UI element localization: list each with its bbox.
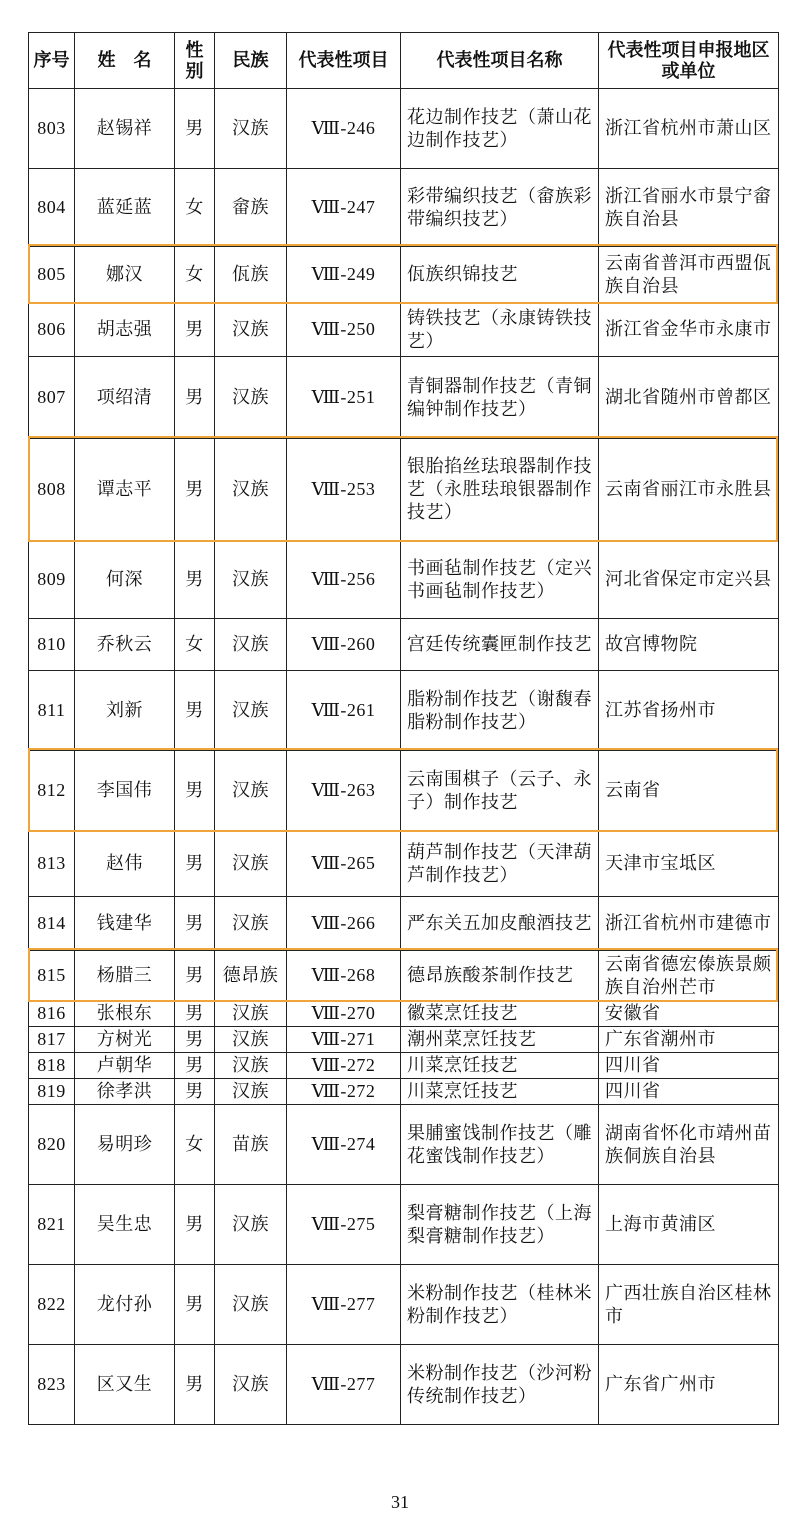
cell-num: 823 — [29, 1345, 75, 1425]
cell-area: 湖北省随州市曾都区 — [599, 357, 779, 439]
cell-num: 813 — [29, 831, 75, 897]
cell-ethnicity: 汉族 — [215, 1185, 287, 1265]
table-row — [29, 951, 779, 1001]
table-body — [29, 89, 779, 1425]
header-area-unit: 代表性项目申报地区或单位 — [599, 33, 779, 89]
cell-num: 805 — [29, 247, 75, 303]
cell-area: 湖南省怀化市靖州苗族侗族自治县 — [599, 1105, 779, 1185]
cell-ethnicity: 汉族 — [215, 1265, 287, 1345]
table-row — [29, 169, 779, 247]
cell-area: 浙江省杭州市萧山区 — [599, 89, 779, 169]
cell-name: 易明珍 — [75, 1105, 175, 1185]
cell-ethnicity: 苗族 — [215, 1105, 287, 1185]
cell-project: 梨膏糖制作技艺（上海梨膏糖制作技艺） — [401, 1185, 599, 1265]
cell-sex: 男 — [175, 357, 215, 439]
cell-ethnicity: 汉族 — [215, 357, 287, 439]
cell-ethnicity: 汉族 — [215, 1053, 287, 1079]
cell-project: 德昂族酸茶制作技艺 — [401, 951, 599, 1001]
cell-num: 804 — [29, 169, 75, 247]
cell-code: Ⅷ-272 — [287, 1053, 401, 1079]
header-serial-number: 序号 — [29, 33, 75, 89]
cell-sex: 男 — [175, 303, 215, 357]
cell-project: 铸铁技艺（永康铸铁技艺） — [401, 303, 599, 357]
cell-area: 故宫博物院 — [599, 619, 779, 671]
cell-name: 乔秋云 — [75, 619, 175, 671]
cell-project: 书画毡制作技艺（定兴书画毡制作技艺） — [401, 541, 599, 619]
cell-sex: 男 — [175, 951, 215, 1001]
cell-code: Ⅷ-247 — [287, 169, 401, 247]
cell-name: 杨腊三 — [75, 951, 175, 1001]
cell-code: Ⅷ-263 — [287, 751, 401, 831]
table-row — [29, 1105, 779, 1185]
cell-num: 808 — [29, 439, 75, 541]
cell-name: 钱建华 — [75, 897, 175, 951]
cell-project: 米粉制作技艺（沙河粉传统制作技艺） — [401, 1345, 599, 1425]
cell-project: 严东关五加皮酿酒技艺 — [401, 897, 599, 951]
table-row — [29, 1027, 779, 1053]
cell-num: 820 — [29, 1105, 75, 1185]
cell-ethnicity: 汉族 — [215, 1345, 287, 1425]
cell-area: 江苏省扬州市 — [599, 671, 779, 751]
cell-project: 葫芦制作技艺（天津葫芦制作技艺） — [401, 831, 599, 897]
cell-project: 云南围棋子（云子、永子）制作技艺 — [401, 751, 599, 831]
cell-num: 803 — [29, 89, 75, 169]
cell-ethnicity: 汉族 — [215, 671, 287, 751]
cell-code: Ⅷ-268 — [287, 951, 401, 1001]
table-row — [29, 1265, 779, 1345]
cell-ethnicity: 汉族 — [215, 303, 287, 357]
table-row — [29, 1185, 779, 1265]
table-row — [29, 1345, 779, 1425]
cell-code: Ⅷ-271 — [287, 1027, 401, 1053]
cell-project: 川菜烹饪技艺 — [401, 1053, 599, 1079]
cell-project: 川菜烹饪技艺 — [401, 1079, 599, 1105]
cell-code: Ⅷ-261 — [287, 671, 401, 751]
cell-area: 四川省 — [599, 1079, 779, 1105]
cell-ethnicity: 德昂族 — [215, 951, 287, 1001]
cell-project: 花边制作技艺（萧山花边制作技艺） — [401, 89, 599, 169]
cell-sex: 男 — [175, 831, 215, 897]
header-name: 姓 名 — [75, 33, 175, 89]
cell-num: 822 — [29, 1265, 75, 1345]
cell-num: 807 — [29, 357, 75, 439]
cell-name: 项绍清 — [75, 357, 175, 439]
cell-code: Ⅷ-265 — [287, 831, 401, 897]
cell-sex: 男 — [175, 1027, 215, 1053]
table-row — [29, 831, 779, 897]
cell-num: 814 — [29, 897, 75, 951]
cell-num: 811 — [29, 671, 75, 751]
table-row — [29, 439, 779, 541]
cell-name: 方树光 — [75, 1027, 175, 1053]
cell-project: 青铜器制作技艺（青铜编钟制作技艺） — [401, 357, 599, 439]
table-row — [29, 619, 779, 671]
table-row — [29, 89, 779, 169]
cell-sex: 男 — [175, 1185, 215, 1265]
cell-area: 云南省普洱市西盟佤族自治县 — [599, 247, 779, 303]
cell-area: 浙江省杭州市建德市 — [599, 897, 779, 951]
table-row — [29, 541, 779, 619]
cell-num: 817 — [29, 1027, 75, 1053]
cell-num: 816 — [29, 1001, 75, 1027]
cell-name: 区又生 — [75, 1345, 175, 1425]
cell-name: 何深 — [75, 541, 175, 619]
cell-project: 宫廷传统囊匣制作技艺 — [401, 619, 599, 671]
cell-sex: 男 — [175, 1053, 215, 1079]
cell-sex: 男 — [175, 1345, 215, 1425]
cell-name: 李国伟 — [75, 751, 175, 831]
cell-area: 天津市宝坻区 — [599, 831, 779, 897]
cell-name: 吴生忠 — [75, 1185, 175, 1265]
cell-sex: 男 — [175, 1001, 215, 1027]
cell-num: 806 — [29, 303, 75, 357]
cell-num: 818 — [29, 1053, 75, 1079]
cell-ethnicity: 汉族 — [215, 439, 287, 541]
cell-ethnicity: 汉族 — [215, 831, 287, 897]
cell-sex: 女 — [175, 169, 215, 247]
cell-area: 云南省丽江市永胜县 — [599, 439, 779, 541]
cell-code: Ⅷ-270 — [287, 1001, 401, 1027]
cell-num: 819 — [29, 1079, 75, 1105]
cell-ethnicity: 汉族 — [215, 1001, 287, 1027]
cell-sex: 男 — [175, 439, 215, 541]
cell-ethnicity: 汉族 — [215, 897, 287, 951]
cell-sex: 男 — [175, 751, 215, 831]
cell-sex: 女 — [175, 1105, 215, 1185]
cell-num: 809 — [29, 541, 75, 619]
cell-name: 卢朝华 — [75, 1053, 175, 1079]
cell-name: 刘新 — [75, 671, 175, 751]
table-row — [29, 1053, 779, 1079]
cell-name: 娜汉 — [75, 247, 175, 303]
cell-project: 徽菜烹饪技艺 — [401, 1001, 599, 1027]
page-number: 31 — [391, 1492, 409, 1512]
cell-area: 上海市黄浦区 — [599, 1185, 779, 1265]
cell-code: Ⅷ-256 — [287, 541, 401, 619]
cell-code: Ⅷ-275 — [287, 1185, 401, 1265]
cell-code: Ⅷ-277 — [287, 1345, 401, 1425]
cell-name: 徐孝洪 — [75, 1079, 175, 1105]
cell-ethnicity: 汉族 — [215, 751, 287, 831]
cell-ethnicity: 汉族 — [215, 541, 287, 619]
table-header-row — [29, 33, 779, 89]
cell-sex: 男 — [175, 1265, 215, 1345]
cell-sex: 男 — [175, 89, 215, 169]
header-project-code: 代表性项目 — [287, 33, 401, 89]
table-row — [29, 357, 779, 439]
cell-sex: 男 — [175, 671, 215, 751]
cell-project: 脂粉制作技艺（谢馥春脂粉制作技艺） — [401, 671, 599, 751]
cell-ethnicity: 畲族 — [215, 169, 287, 247]
cell-area: 浙江省金华市永康市 — [599, 303, 779, 357]
cell-area: 广东省广州市 — [599, 1345, 779, 1425]
cell-code: Ⅷ-277 — [287, 1265, 401, 1345]
cell-name: 赵伟 — [75, 831, 175, 897]
cell-ethnicity: 汉族 — [215, 1079, 287, 1105]
table-row — [29, 1079, 779, 1105]
table-row — [29, 247, 779, 303]
cell-area: 广西壮族自治区桂林市 — [599, 1265, 779, 1345]
cell-code: Ⅷ-266 — [287, 897, 401, 951]
cell-code: Ⅷ-251 — [287, 357, 401, 439]
header-sex: 性别 — [175, 33, 215, 89]
cell-area: 云南省 — [599, 751, 779, 831]
cell-sex: 女 — [175, 619, 215, 671]
cell-code: Ⅷ-250 — [287, 303, 401, 357]
cell-code: Ⅷ-260 — [287, 619, 401, 671]
table-row — [29, 897, 779, 951]
cell-project: 潮州菜烹饪技艺 — [401, 1027, 599, 1053]
cell-area: 河北省保定市定兴县 — [599, 541, 779, 619]
cell-area: 广东省潮州市 — [599, 1027, 779, 1053]
cell-code: Ⅷ-246 — [287, 89, 401, 169]
cell-project: 果脯蜜饯制作技艺（雕花蜜饯制作技艺） — [401, 1105, 599, 1185]
cell-sex: 女 — [175, 247, 215, 303]
cell-num: 821 — [29, 1185, 75, 1265]
table-row — [29, 1001, 779, 1027]
cell-area: 云南省德宏傣族景颇族自治州芒市 — [599, 951, 779, 1001]
cell-name: 谭志平 — [75, 439, 175, 541]
cell-project: 佤族织锦技艺 — [401, 247, 599, 303]
cell-code: Ⅷ-272 — [287, 1079, 401, 1105]
table-row — [29, 751, 779, 831]
cell-ethnicity: 汉族 — [215, 1027, 287, 1053]
cell-name: 赵锡祥 — [75, 89, 175, 169]
header-ethnicity: 民族 — [215, 33, 287, 89]
cell-code: Ⅷ-249 — [287, 247, 401, 303]
cell-ethnicity: 汉族 — [215, 89, 287, 169]
heritage-inheritors-table — [28, 32, 779, 1425]
cell-area: 安徽省 — [599, 1001, 779, 1027]
cell-name: 胡志强 — [75, 303, 175, 357]
cell-name: 龙付孙 — [75, 1265, 175, 1345]
cell-name: 蓝延蓝 — [75, 169, 175, 247]
cell-num: 810 — [29, 619, 75, 671]
cell-sex: 男 — [175, 1079, 215, 1105]
cell-ethnicity: 佤族 — [215, 247, 287, 303]
cell-code: Ⅷ-274 — [287, 1105, 401, 1185]
cell-ethnicity: 汉族 — [215, 619, 287, 671]
cell-area: 四川省 — [599, 1053, 779, 1079]
table-row — [29, 671, 779, 751]
cell-project: 彩带编织技艺（畲族彩带编织技艺） — [401, 169, 599, 247]
cell-area: 浙江省丽水市景宁畲族自治县 — [599, 169, 779, 247]
cell-sex: 男 — [175, 897, 215, 951]
header-project-name: 代表性项目名称 — [401, 33, 599, 89]
cell-project: 银胎掐丝珐琅器制作技艺（永胜珐琅银器制作技艺） — [401, 439, 599, 541]
cell-sex: 男 — [175, 541, 215, 619]
cell-name: 张根东 — [75, 1001, 175, 1027]
cell-code: Ⅷ-253 — [287, 439, 401, 541]
cell-project: 米粉制作技艺（桂林米粉制作技艺） — [401, 1265, 599, 1345]
table-row — [29, 303, 779, 357]
cell-num: 812 — [29, 751, 75, 831]
cell-num: 815 — [29, 951, 75, 1001]
